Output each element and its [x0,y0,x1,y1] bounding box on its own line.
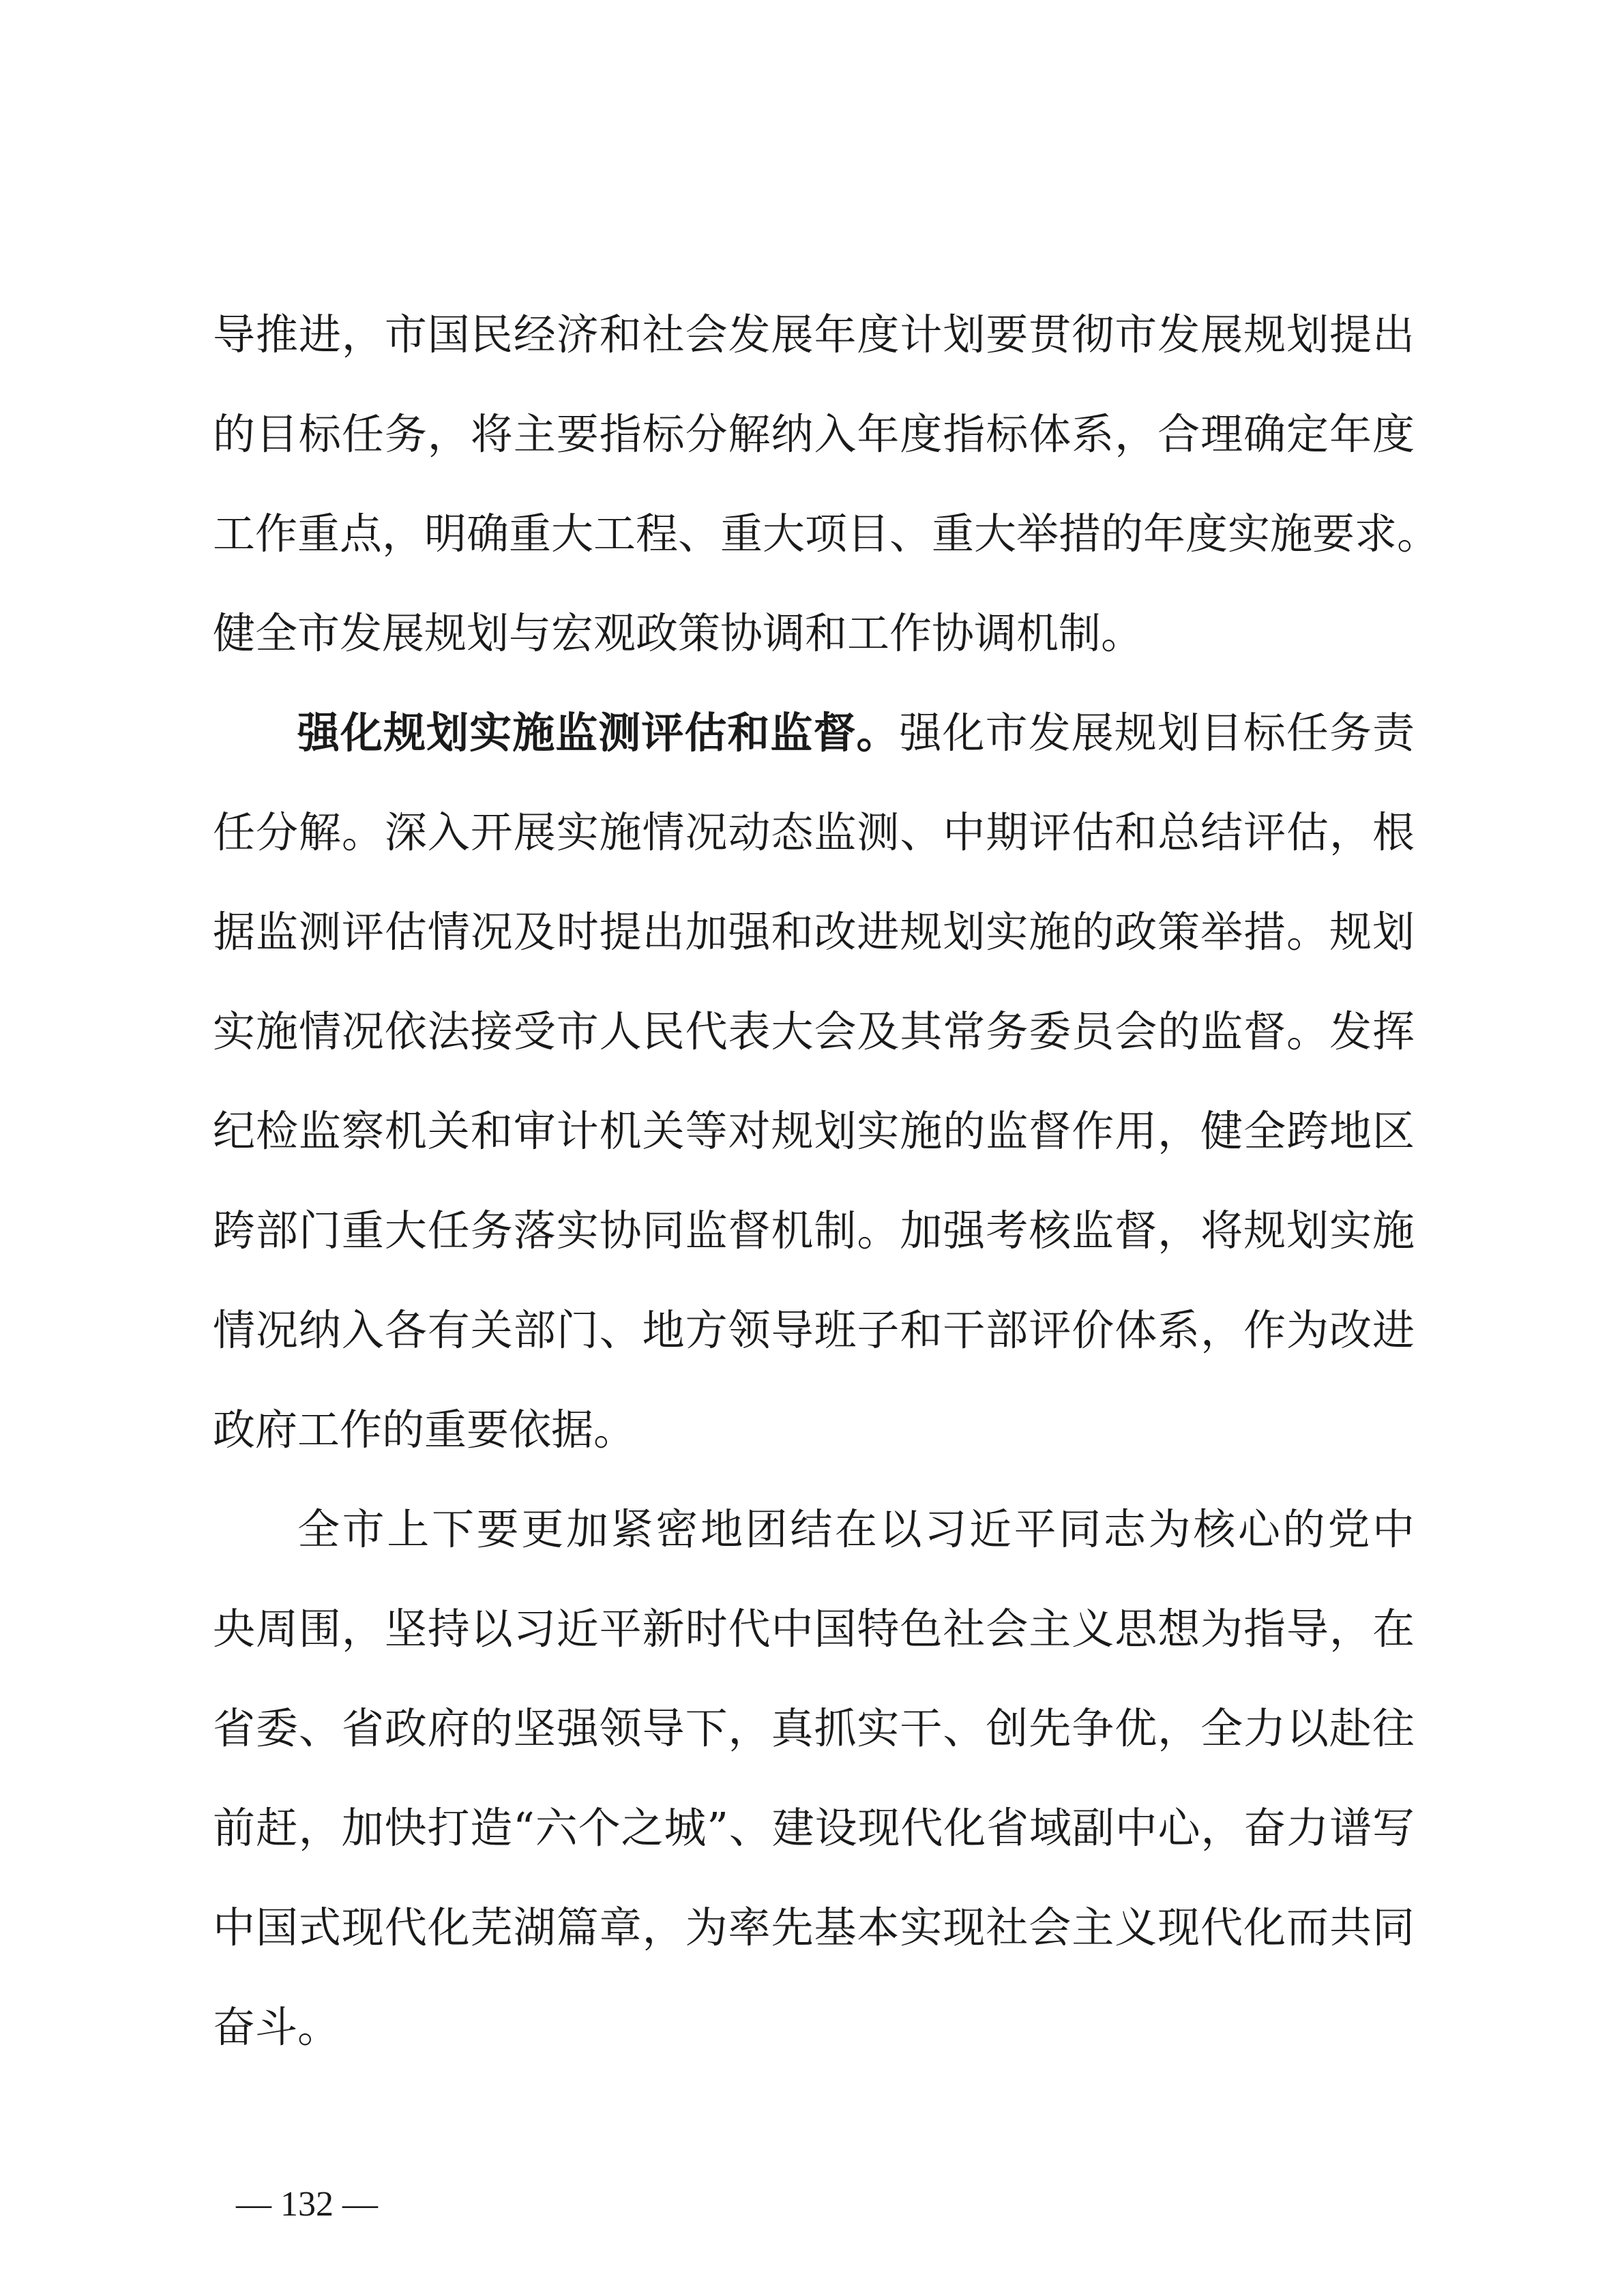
text-line: 实施情况依法接受市人民代表大会及其常务委员会的监督。发挥 [213,1007,1415,1056]
text-line: 纪检监察机关和审计机关等对规划实施的监督作用，健全跨地区 [213,1106,1415,1156]
page-number: — 132 — [236,2185,378,2224]
text-line: 省委、省政府的坚强领导下，真抓实干、创先争优，全力以赴往 [213,1703,1415,1753]
text-line: 工作重点，明确重大工程、重大项目、重大举措的年度实施要求。 [213,509,1440,558]
text-line: 导推进，市国民经济和社会发展年度计划要贯彻市发展规划提出 [213,310,1415,359]
paragraph-1 [213,285,1440,683]
text-line: 政府工作的重要依据。 [213,1405,636,1455]
text-line: 奋斗。 [213,2002,340,2052]
paragraph-3 [213,1480,1415,2077]
text-line [213,683,1415,783]
text-line: 全市上下要更加紧密地团结在以习近平同志为核心的党中 [297,1504,1415,1554]
paragraph-2 [213,683,1415,1480]
text-line: 健全市发展规划与宏观政策协调和工作协调机制。 [213,608,1144,658]
body-text [213,285,1440,2077]
text-line: 中国式现代化芜湖篇章，为率先基本实现社会主义现代化而共同 [213,1903,1415,1952]
text-line: 任分解。深入开展实施情况动态监测、中期评估和总结评估，根 [213,807,1415,857]
text-line: 央周围，坚持以习近平新时代中国特色社会主义思想为指导，在 [213,1604,1415,1654]
text-line: 跨部门重大任务落实协同监督机制。加强考核监督，将规划实施 [213,1206,1415,1255]
text-run: 强化市发展规划目标任务责 [899,708,1415,758]
text-line: 的目标任务，将主要指标分解纳入年度指标体系，合理确定年度 [213,409,1415,459]
text-line: 据监测评估情况及时提出加强和改进规划实施的政策举措。规划 [213,907,1415,957]
text-line: 前赶，加快打造“六个之城”、建设现代化省域副中心，奋力谱写 [213,1803,1415,1853]
paragraph-heading: 强化规划实施监测评估和监督。 [297,708,900,758]
text-line: 情况纳入各有关部门、地方领导班子和干部评价体系，作为改进 [213,1305,1415,1355]
